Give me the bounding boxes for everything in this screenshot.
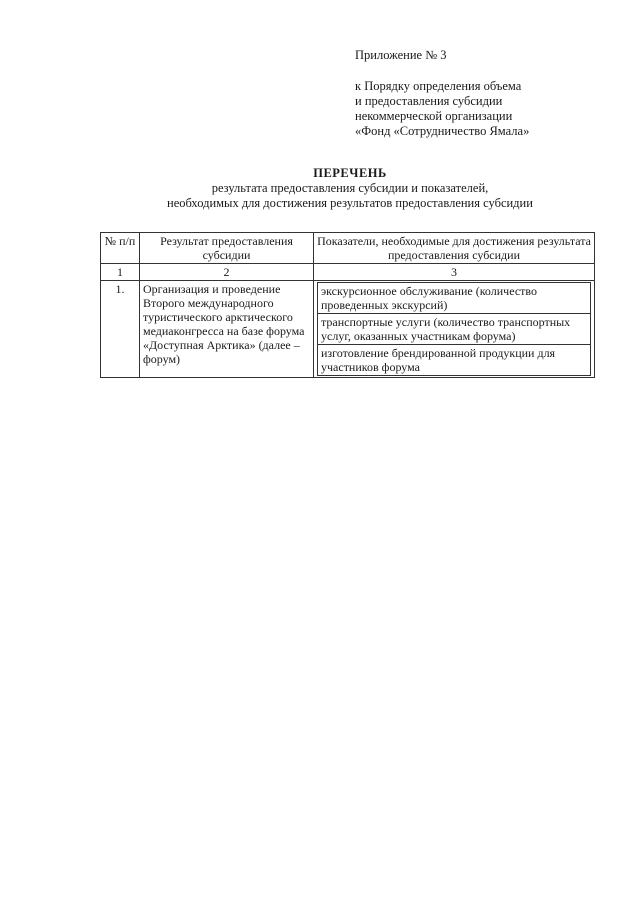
column-number: 1 [101,264,140,281]
row-number: 1. [101,281,140,378]
results-table [100,232,595,378]
header-number: № п/п [101,233,140,264]
appendix-line: некоммерческой организации [355,109,513,123]
document-subtitle-line: необходимых для достижения результатов предоставления субсидии [167,196,533,210]
document-title-block [80,166,620,211]
table-row [101,281,595,378]
indicators-list [317,282,591,376]
row-result: Организация и проведение Второго международного туристического арктического медиаконгресса на базе форума «Доступная Арктика» (далее – форум) [140,281,314,378]
appendix-block [355,48,625,139]
appendix-line: и предоставления субсидии [355,94,503,108]
indicator-item: изготовление брендированной продукции для участников форума [318,345,591,376]
column-number: 2 [140,264,314,281]
column-number: 3 [314,264,595,281]
indicator-item: экскурсионное обслуживание (количество проведенных экскурсий) [318,283,591,314]
document-subtitle-line: результата предоставления субсидии и показателей, [211,181,489,195]
row-indicators [314,281,595,378]
appendix-line: «Фонд «Сотрудничество Ямала» [355,124,530,138]
header-indicators: Показатели, необходимые для достижения результата предоставления субсидии [314,233,595,264]
indicator-item: транспортные услуги (количество транспортных услуг, оказанных участникам форума) [318,314,591,345]
appendix-line: к Порядку определения объема [355,79,522,93]
header-result: Результат предоставления субсидии [140,233,314,264]
table-column-numbers-row [101,264,595,281]
table-header-row [101,233,595,264]
appendix-number: Приложение № 3 [355,48,447,62]
document-title: ПЕРЕЧЕНЬ [313,166,387,180]
